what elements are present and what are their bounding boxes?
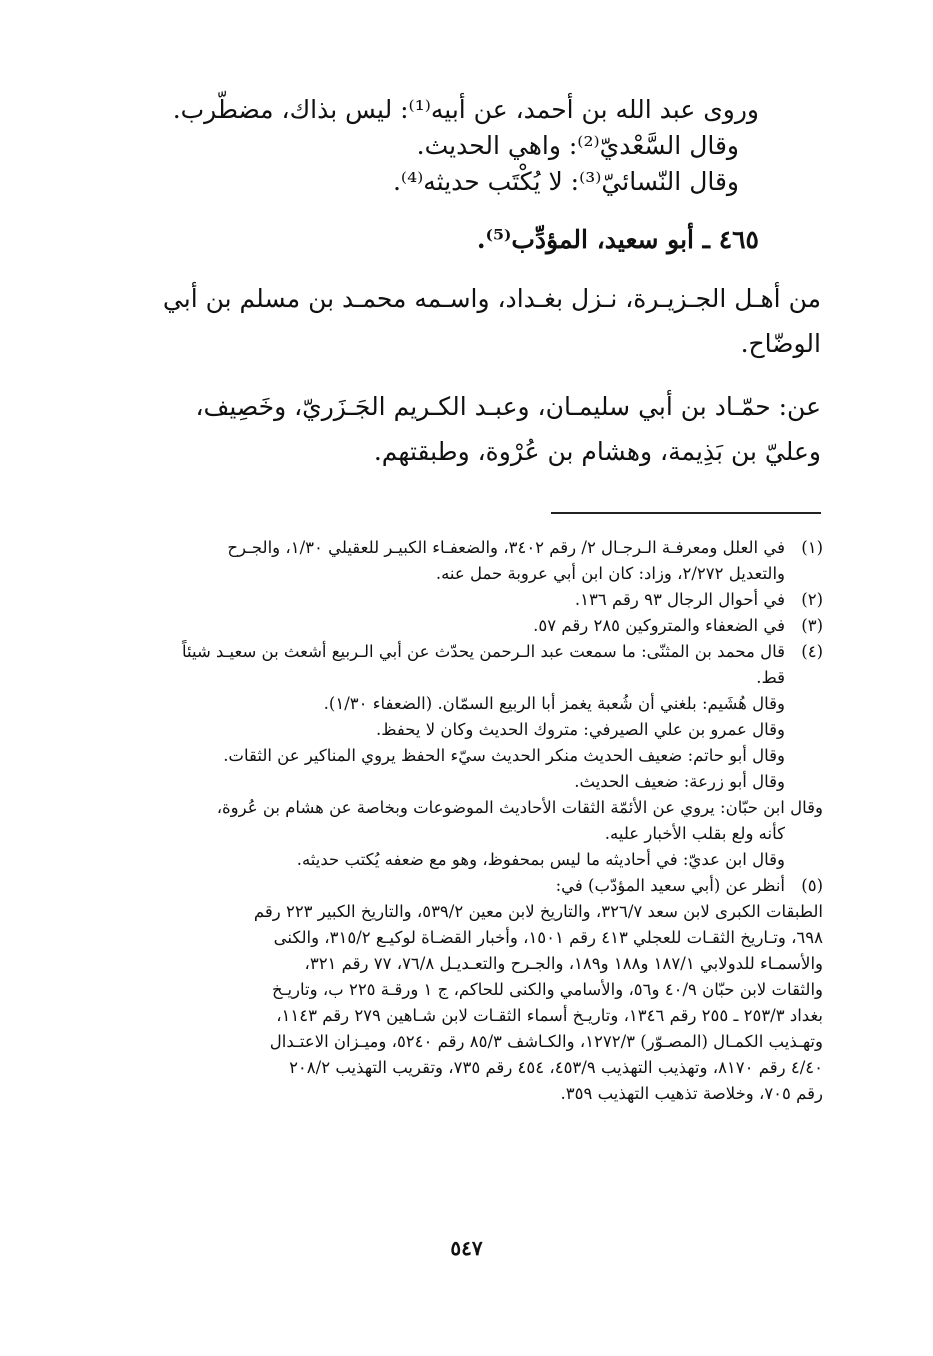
footnote-line: في أحوال الرجال ٩٣ رقم ١٣٦. <box>574 590 785 609</box>
footnote-line: قط. <box>756 668 785 687</box>
text-line: وقال النّسائيّ⁽³⁾: لا يُكْتَب حديثه⁽⁴⁾. <box>392 167 739 196</box>
footnote-2 <box>113 587 823 613</box>
footnote-separator <box>551 512 821 514</box>
text-line: وعليّ بن بَذِيمة، وهشام بن عُرْوة، وطبقتهم. <box>373 437 821 466</box>
footnote-3 <box>113 613 823 639</box>
footnote-line: في العلل ومعرفـة الـرجـال ٢/ رقم ٣٤٠٢، والضعفـاء الكبيـر للعقيلي ١/٣٠، والجـرح <box>227 538 785 557</box>
footnote-4 <box>113 639 823 691</box>
footnote-number: (٤) <box>801 642 823 661</box>
footnote-line: وقال أبو حاتم: ضعيف الحديث منكر الحديث سيّء الحفظ يروي المناكير عن الثقات. <box>223 746 785 765</box>
footnote-number: (٣) <box>801 616 823 635</box>
text-line: من أهـل الجـزيـرة، نـزل بغـداد، واسـمه محمـد بن مسلم بن أبي <box>162 284 821 313</box>
footnote-1 <box>113 535 823 587</box>
footnote-line: في الضعفاء والمتروكين ٢٨٥ رقم ٥٧. <box>533 616 785 635</box>
footnote-number: (٢) <box>801 590 823 609</box>
footnote-line: رقم ٧٠٥، وخلاصة تذهيب التهذيب ٣٥٩. <box>560 1084 823 1103</box>
footnote-line: قال محمد بن المثنّى: ما سمعت عبد الـرحمن يحدّث عن أبي الـربيع أشعث بن سعيـد شيئاً <box>181 642 785 661</box>
text-line: عن: حمّـاد بن أبي سليمـان، وعبـد الكـريم الجَـزَريّ، وخَصِيف، <box>195 392 821 421</box>
footnotes <box>113 535 823 1107</box>
footnote-line: أنظر عن (أبي سعيد المؤدّب) في: <box>555 876 785 895</box>
footnote-number: (١) <box>801 538 823 557</box>
footnote-line: بغداد ٢٥٣/٣ ـ ٢٥٥ رقم ١٣٤٦، وتاريـخ أسماء الثقـات لابن شـاهين ٢٧٩ رقم ١١٤٣، <box>276 1006 823 1025</box>
footnote-line: ٦٩٨، وتـاريخ الثقـات للعجلي ٤١٣ رقم ١٥٠١، وأخبار القضـاة لوكيـع ٣١٥/٢، والكنى <box>273 928 823 947</box>
footnote-line: وقال ابن حبّان: يروي عن الأئمّة الثقات الأحاديث الموضوعات وبخاصة عن هشام بن عُروة، <box>216 798 823 817</box>
footnote-line: كأنه ولع بقلب الأخبار عليه. <box>604 824 785 843</box>
page-number: ٥٤٧ <box>450 1236 483 1260</box>
footnote-line: وقال هُشَيم: بلغني أن شُعبة يغمز أبا الربيع السمّان. (الضعفاء ١/٣٠). <box>323 694 785 713</box>
entry-heading: ٤٦٥ ـ أبو سعيد، المؤدِّب⁽⁵⁾. <box>476 225 759 254</box>
footnote-line: وقال عمرو بن علي الصيرفي: متروك الحديث وكان لا يحفظ. <box>375 720 785 739</box>
text-line: وقال السَّعْديّ⁽²⁾: واهي الحديث. <box>416 131 739 160</box>
paragraph-teachers <box>121 384 821 474</box>
text-line: وروى عبد الله بن أحمد، عن أبيه⁽¹⁾: ليس بذاك، مضطّرب. <box>172 95 759 124</box>
footnote-line: وقال أبو زرعة: ضعيف الحديث. <box>574 772 785 791</box>
footnote-line: والثقات لابن حبّان ٤٠/٩ و٥٦، والأسامي والكنى للحاكم، ج ١ ورقـة ٢٢٥ ب، وتاريـخ <box>271 980 823 999</box>
footnote-line: ٤/٤٠ رقم ٨١٧٠، وتهذيب التهذيب ٤٥٣/٩، ٤٥٤ رقم ٧٣٥، وتقريب التهذيب ٢٠٨/٢ <box>289 1058 823 1077</box>
footnote-line: وقال ابن عديّ: في أحاديثه ما ليس بمحفوظ، وهو مع ضعفه يُكتب حديثه. <box>296 850 785 869</box>
footnote-line: وتهـذيب الكمـال (المصـوّر) ١٢٧٢/٣، والكـاشف ٨٥/٣ رقم ٥٢٤٠، وميـزان الاعتـدال <box>269 1032 823 1051</box>
footnote-line: والأسمـاء للدولابي ١٨٧/١ و١٨٨ و١٨٩، والجـرح والتعـديـل ٧٦/٨، ٧٧ رقم ٣٢١، <box>304 954 823 973</box>
paragraph-origin <box>121 276 821 366</box>
text-line: الوضّاح. <box>740 329 821 358</box>
footnote-line: الطبقات الكبرى لابن سعد ٣٢٦/٧، والتاريخ لابن معين ٥٣٩/٢، والتاريخ الكبير ٢٢٣ رقم <box>253 902 823 921</box>
footnote-number: (٥) <box>801 876 823 895</box>
main-text <box>121 92 821 474</box>
footnote-5 <box>113 873 823 899</box>
footnote-line: والتعديل ٢/٢٧٢، وزاد: كان ابن أبي عروبة حمل عنه. <box>435 564 785 583</box>
